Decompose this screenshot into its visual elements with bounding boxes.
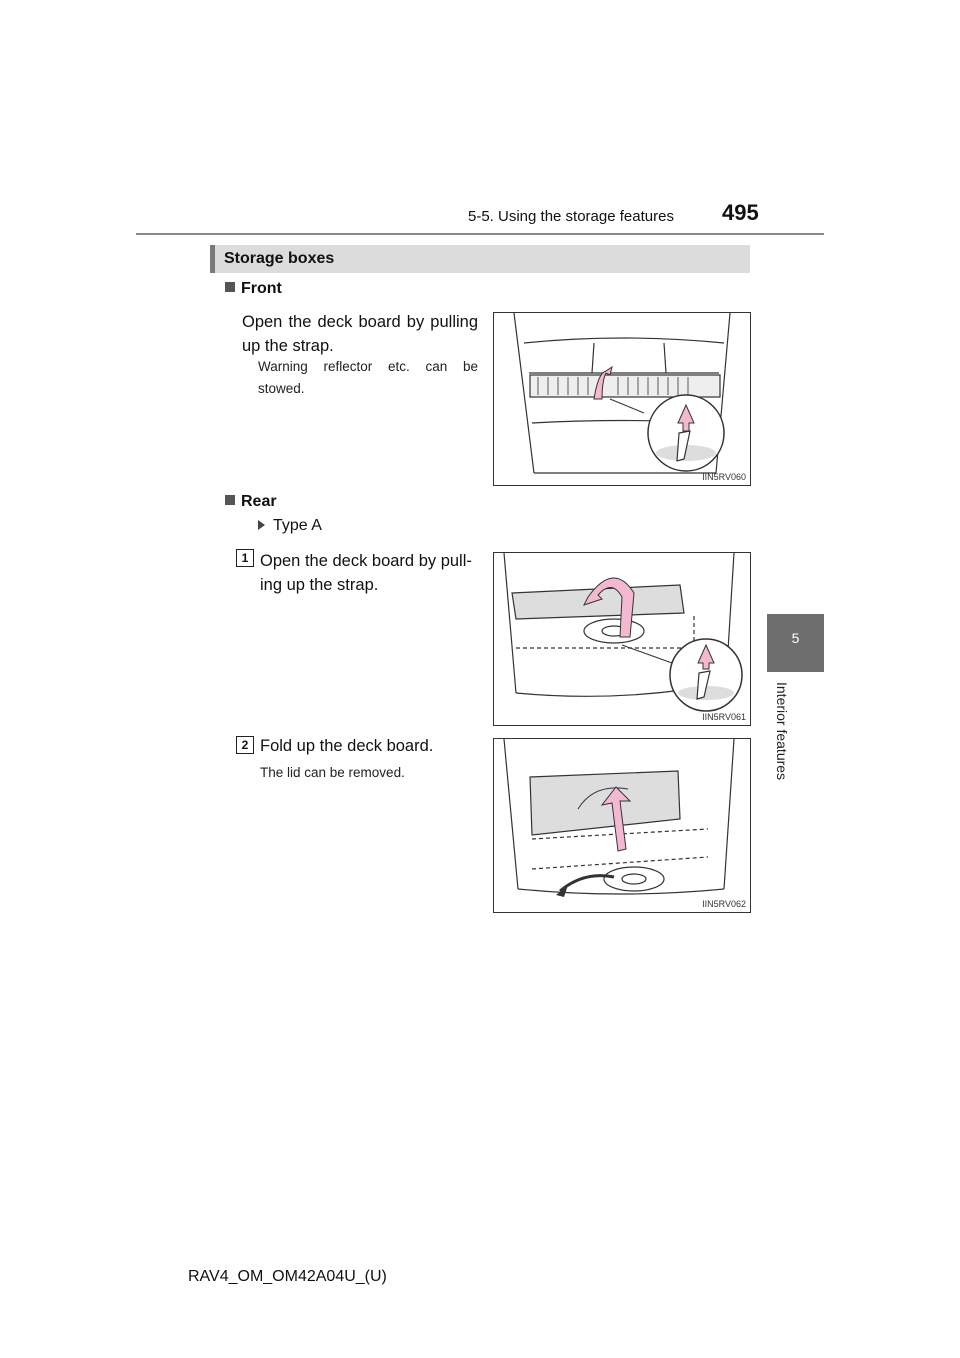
rear-deck-folded-illustration xyxy=(494,739,750,912)
section-heading xyxy=(210,245,750,273)
step-2-note: The lid can be removed. xyxy=(260,765,405,780)
rear-subheading xyxy=(225,493,277,511)
section-label: 5-5. Using the storage features xyxy=(468,208,674,225)
rear-figure-1 xyxy=(493,552,751,726)
type-a-label xyxy=(258,517,322,535)
rear-figure-2 xyxy=(493,738,751,913)
header-rule xyxy=(136,233,824,235)
type-label-text: Type A xyxy=(273,517,322,534)
square-bullet-icon xyxy=(225,495,235,505)
front-title: Front xyxy=(241,280,282,297)
section-heading-text: Storage boxes xyxy=(224,250,335,267)
step-number-1: 1 xyxy=(236,549,254,567)
figure-code: IIN5RV060 xyxy=(702,472,746,482)
page-number: 495 xyxy=(722,200,759,225)
step-1-text: Open the deck board by pull-ing up the strap. xyxy=(260,552,472,594)
chapter-tab xyxy=(767,614,824,672)
chapter-number: 5 xyxy=(791,630,800,646)
triangle-bullet-icon xyxy=(258,520,265,530)
front-cargo-illustration xyxy=(494,313,750,485)
front-instruction: Open the deck board by pulling up the strap. xyxy=(242,313,478,355)
figure-code: IIN5RV061 xyxy=(702,712,746,722)
front-figure xyxy=(493,312,751,486)
front-subheading xyxy=(225,280,282,298)
chapter-title: Interior features xyxy=(774,682,790,781)
figure-code: IIN5RV062 xyxy=(702,899,746,909)
front-note: Warning reflector etc. can be stowed. xyxy=(258,359,478,396)
document-footer: RAV4_OM_OM42A04U_(U) xyxy=(188,1268,387,1285)
rear-cargo-open-illustration xyxy=(494,553,750,725)
rear-title: Rear xyxy=(241,493,277,510)
square-bullet-icon xyxy=(225,282,235,292)
heading-accent xyxy=(210,245,215,273)
step-number-2: 2 xyxy=(236,736,254,754)
step-2-text: Fold up the deck board. xyxy=(260,737,434,755)
